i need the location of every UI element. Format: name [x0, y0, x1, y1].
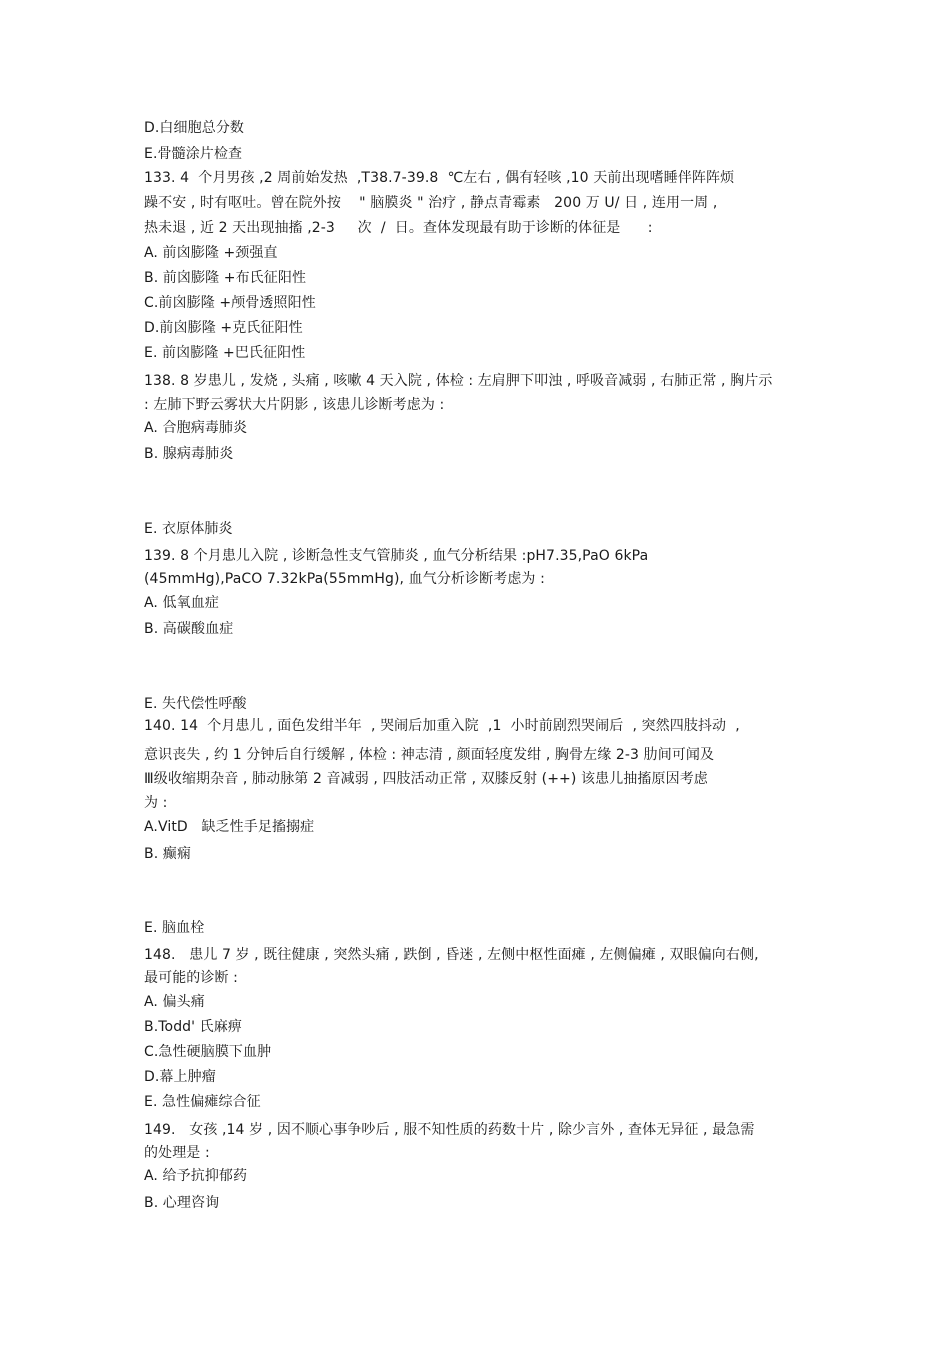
question-148-line-1: 148. 患儿 7 岁 , 既往健康 , 突然头痛 , 跌倒 , 昏迷 , 左侧中枢性面瘫 , 左侧偏瘫 , 双眼偏向右侧,	[144, 947, 759, 963]
question-140-line-1: 140. 14 个月患儿 , 面色发绀半年 , 哭闹后加重入院 ,1 小时前剧烈哭闹后 , 突然四肢抖动 ,	[144, 718, 740, 734]
question-140-line-3: Ⅲ级收缩期杂音 , 肺动脉第 2 音减弱 , 四肢活动正常 , 双膝反射 (++) 该患儿抽搐原因考虑	[144, 771, 708, 787]
question-133-line-3: 热未退 , 近 2 天出现抽搐 ,2-3 次 / 日。查体发现最有助于诊断的体征是 :	[144, 220, 653, 236]
question-139-option-e: E. 失代偿性呼酸	[144, 696, 247, 712]
option-d-line: D.白细胞总分数	[144, 120, 245, 136]
question-133-option-b: B. 前囟膨隆 +布氏征阳性	[144, 270, 307, 286]
question-138-line-1: 138. 8 岁患儿 , 发烧 , 头痛 , 咳嗽 4 天入院 , 体检 : 左肩胛下叩浊 , 呼吸音减弱 , 右肺正常 , 胸片示	[144, 373, 773, 389]
question-133-option-c: C.前囟膨隆 +颅骨透照阳性	[144, 295, 316, 311]
question-149-option-a: A. 给予抗抑郁药	[144, 1168, 248, 1184]
question-149-line-2: 的处理是 :	[144, 1145, 210, 1161]
question-139-option-a: A. 低氧血症	[144, 595, 219, 611]
question-133-line-1: 133. 4 个月男孩 ,2 周前始发热 ,T38.7-39.8 ℃左右 , 偶有轻咳 ,10 天前出现嗜睡伴阵阵烦	[144, 170, 735, 186]
question-148-option-c: C.急性硬脑膜下血肿	[144, 1044, 272, 1060]
question-140-option-e: E. 脑血栓	[144, 920, 205, 936]
question-133-option-a: A. 前囟膨隆 +颈强直	[144, 245, 278, 261]
question-140-line-4: 为 :	[144, 795, 168, 811]
question-148-line-2: 最可能的诊断 :	[144, 970, 238, 986]
question-148-option-a: A. 偏头痛	[144, 994, 205, 1010]
question-133-option-e: E. 前囟膨隆 +巴氏征阳性	[144, 345, 306, 361]
question-140-line-2: 意识丧失 , 约 1 分钟后自行缓解 , 体检 : 神志清 , 颜面轻度发绀 , 胸骨左缘 2-3 肋间可闻及	[144, 747, 715, 763]
question-138-line-2: : 左肺下野云雾状大片阴影 , 该患儿诊断考虑为 :	[144, 397, 445, 413]
question-140-option-b: B. 癫痫	[144, 846, 192, 862]
question-140-option-a: A.VitD 缺乏性手足搐搦症	[144, 819, 315, 835]
question-139-line-2: (45mmHg),PaCO 7.32kPa(55mmHg), 血气分析诊断考虑为 :	[144, 571, 545, 587]
question-149-option-b: B. 心理咨询	[144, 1195, 220, 1211]
question-139-option-b: B. 高碳酸血症	[144, 621, 234, 637]
question-139-line-1: 139. 8 个月患儿入院 , 诊断急性支气管肺炎 , 血气分析结果 :pH7.35,PaO 6kPa	[144, 548, 649, 564]
option-e-line: E.骨髓涂片检查	[144, 146, 243, 162]
question-148-option-e: E. 急性偏瘫综合征	[144, 1094, 261, 1110]
question-148-option-b: B.Todd' 氏麻痹	[144, 1019, 242, 1035]
question-149-line-1: 149. 女孩 ,14 岁 , 因不顺心事争吵后 , 服不知性质的药数十片 , 除少言外 , 查体无异征 , 最急需	[144, 1122, 755, 1138]
question-138-option-b: B. 腺病毒肺炎	[144, 446, 234, 462]
question-138-option-e: E. 衣原体肺炎	[144, 521, 233, 537]
question-133-line-2: 躁不安 , 时有呕吐。曾在院外按 " 脑膜炎 " 治疗 , 静点青霉素 200 万 U/ 日 , 连用一周 ,	[144, 195, 718, 211]
question-148-option-d: D.幕上肿瘤	[144, 1069, 216, 1085]
question-138-option-a: A. 合胞病毒肺炎	[144, 420, 248, 436]
question-133-option-d: D.前囟膨隆 +克氏征阳性	[144, 320, 303, 336]
